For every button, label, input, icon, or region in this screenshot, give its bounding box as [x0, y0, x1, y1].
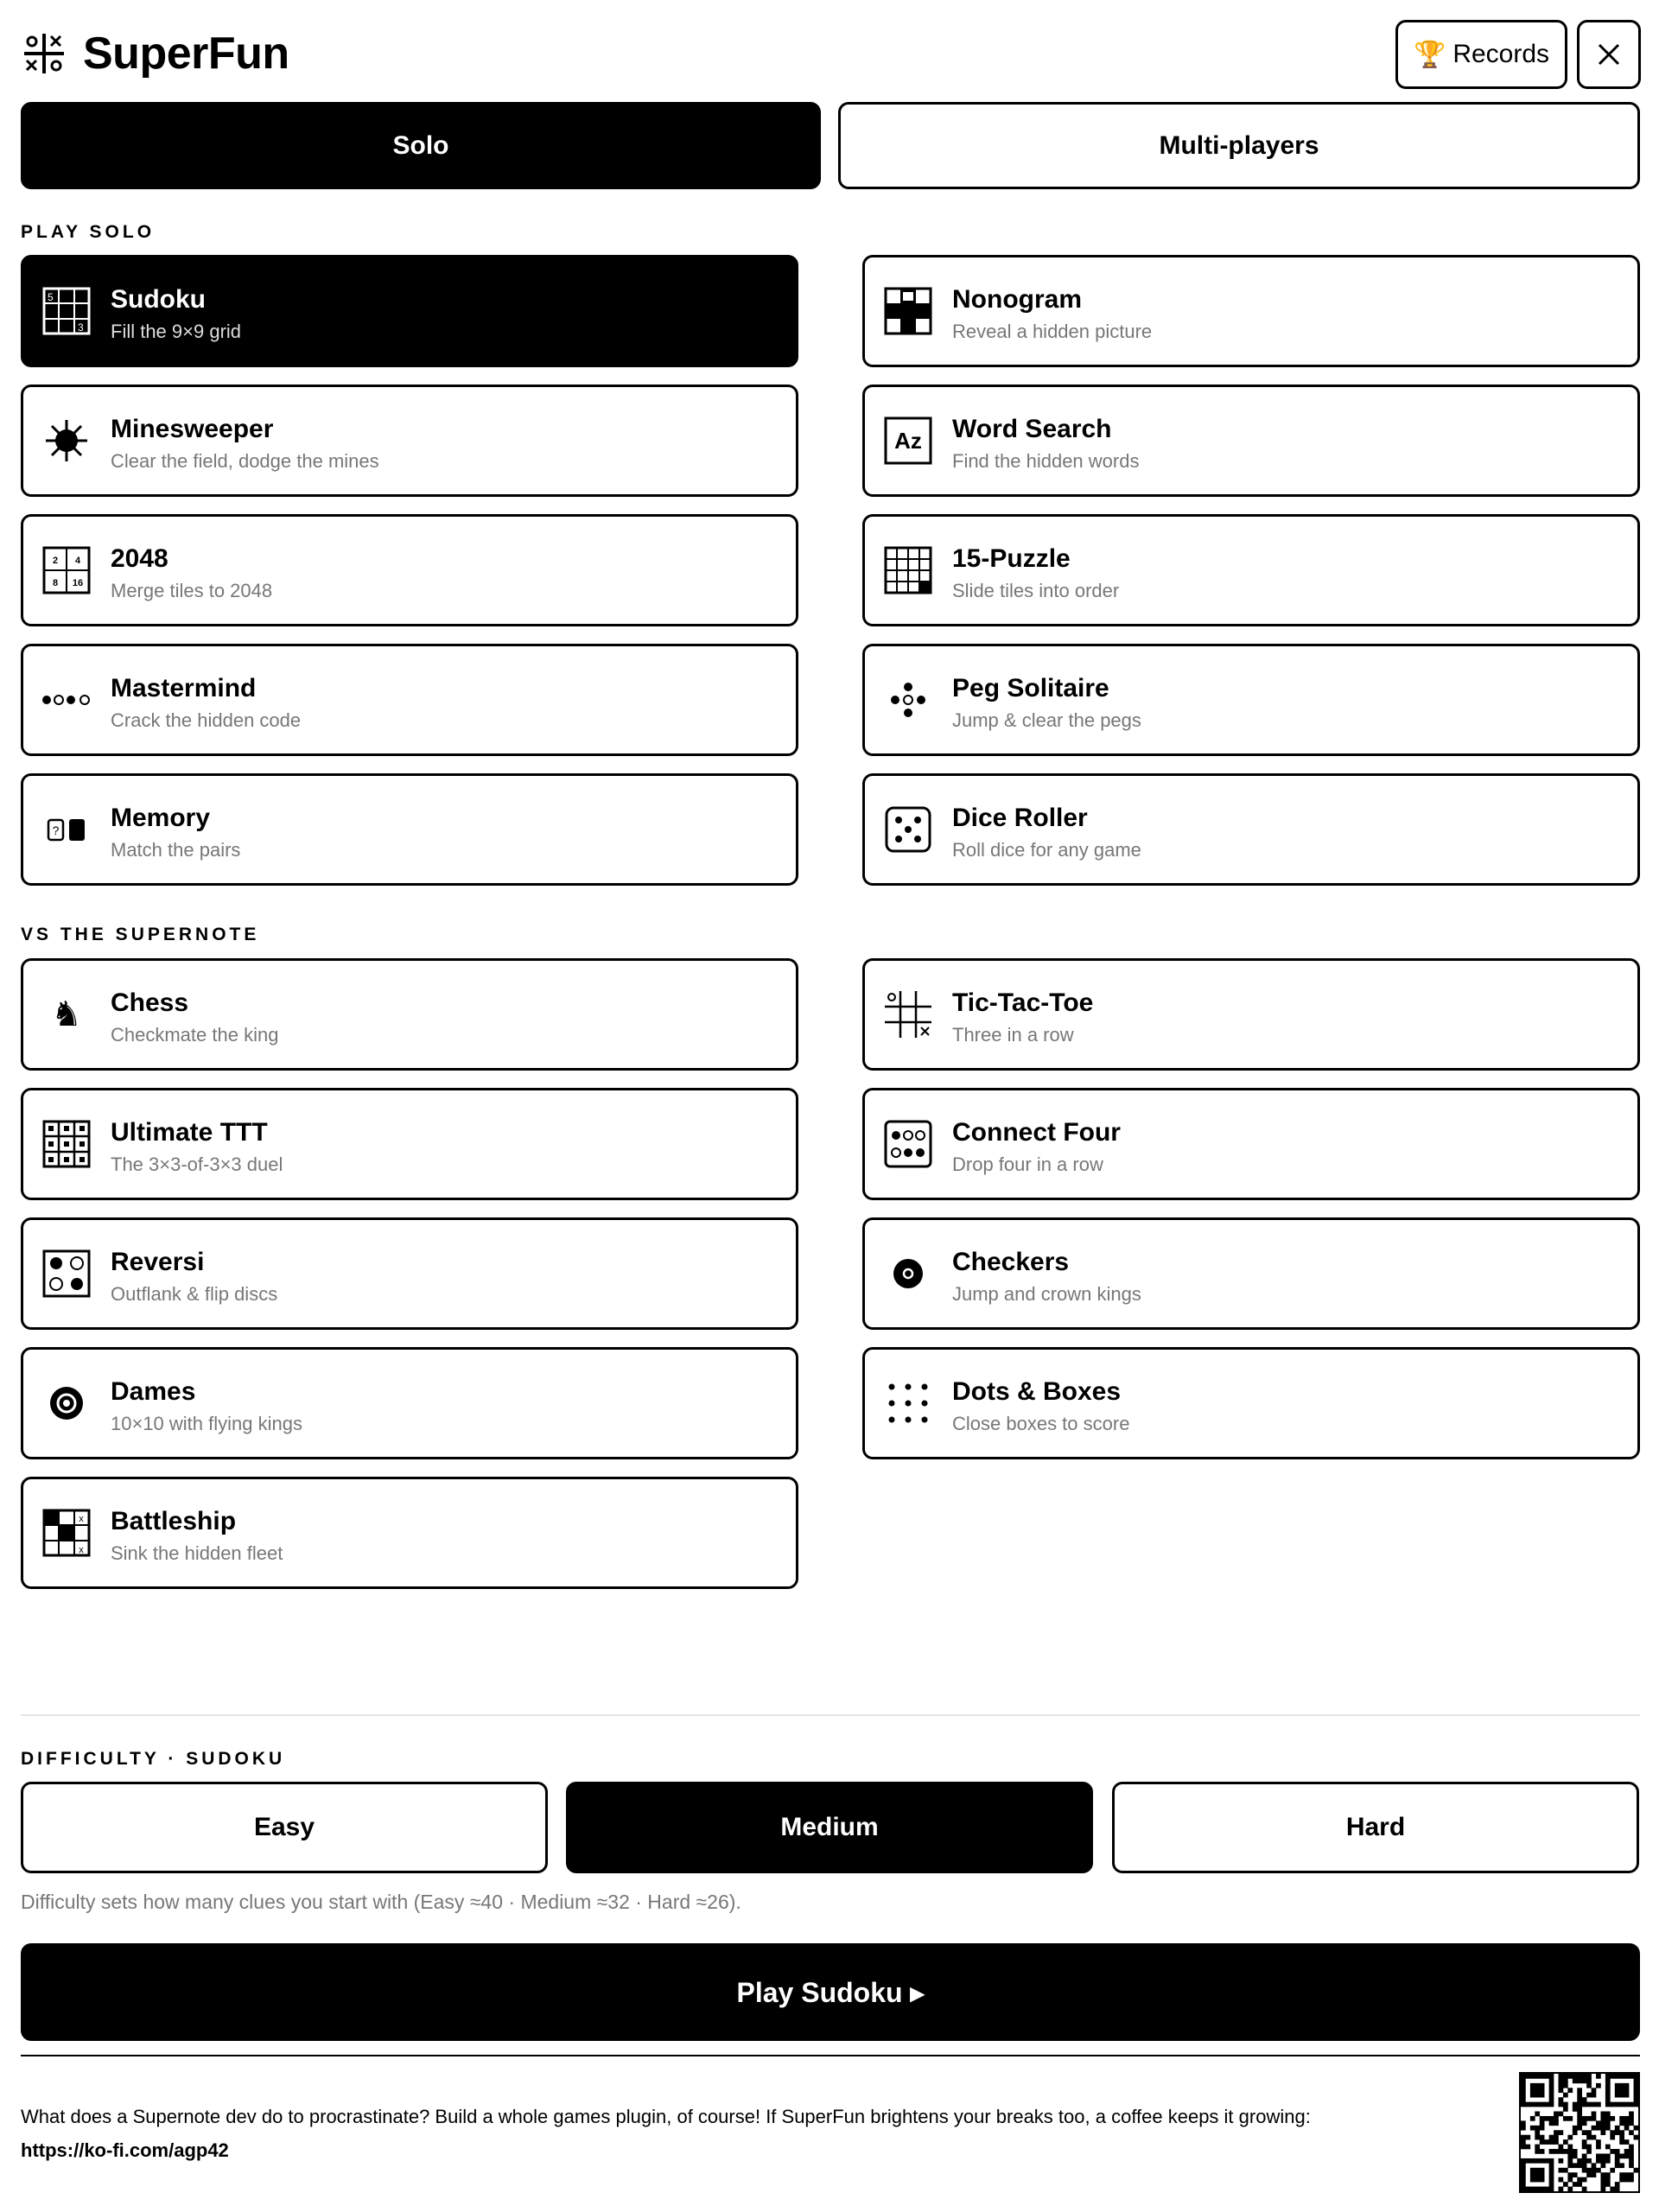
game-name: Minesweeper: [111, 415, 274, 443]
game-desc: Checkmate the king: [111, 1024, 279, 1046]
section-label-vs-supernote: VS THE SUPERNOTE: [21, 925, 260, 944]
game-desc: Match the pairs: [111, 839, 241, 861]
game-desc: Find the hidden words: [952, 450, 1140, 472]
mine-icon: [41, 415, 92, 467]
game-desc: Jump and crown kings: [952, 1283, 1141, 1305]
game-desc: Close boxes to score: [952, 1413, 1130, 1434]
memory-cards-icon: [41, 804, 92, 855]
tab-multi-players[interactable]: Multi-players: [838, 102, 1640, 189]
game-card-minesweeper[interactable]: [21, 385, 798, 497]
ultimate-grid-icon: [41, 1118, 92, 1170]
game-name: Battleship: [111, 1507, 237, 1535]
svg-text:2: 2: [52, 556, 59, 566]
game-name: Peg Solitaire: [952, 674, 1109, 702]
game-card-2048[interactable]: [21, 514, 798, 626]
play-button[interactable]: Play Sudoku ▸: [21, 1943, 1640, 2041]
qr-code-icon: [1519, 2072, 1640, 2193]
code-pegs-icon: [41, 674, 92, 726]
app-logo-icon: [22, 32, 66, 75]
game-desc: Three in a row: [952, 1024, 1074, 1046]
game-desc: Crack the hidden code: [111, 709, 302, 731]
game-name: Connect Four: [952, 1118, 1121, 1147]
word-search-icon: [882, 415, 934, 467]
game-card-ultimate-ttt[interactable]: [21, 1088, 798, 1200]
dames-piece-icon: [41, 1377, 92, 1429]
game-name: Reversi: [111, 1248, 205, 1276]
dots-grid-icon: [882, 1377, 934, 1429]
nonogram-icon: [882, 285, 934, 337]
game-desc: Merge tiles to 2048: [111, 580, 273, 601]
svg-text:4: 4: [74, 556, 81, 566]
app-title: SuperFun: [83, 29, 289, 79]
reversi-discs-icon: [41, 1248, 92, 1300]
game-card-15-puzzle[interactable]: [862, 514, 1640, 626]
game-name: Dice Roller: [952, 804, 1088, 832]
footer-divider: [21, 2055, 1640, 2056]
game-card-checkers[interactable]: [862, 1217, 1640, 1330]
svg-text:Az: Az: [894, 428, 922, 454]
game-card-dames[interactable]: [21, 1347, 798, 1459]
game-card-sudoku[interactable]: [21, 255, 798, 367]
game-name: Mastermind: [111, 674, 257, 702]
game-desc: Roll dice for any game: [952, 839, 1141, 861]
section-divider: [21, 1714, 1640, 1716]
records-button[interactable]: [1395, 20, 1567, 89]
records-label: Records: [1452, 40, 1550, 68]
game-card-connect-four[interactable]: [862, 1088, 1640, 1200]
difficulty-hard-button[interactable]: Hard: [1112, 1782, 1639, 1873]
svg-text:16: 16: [72, 578, 84, 588]
close-button[interactable]: [1577, 20, 1641, 89]
svg-text:?: ?: [52, 823, 60, 837]
difficulty-hint: Difficulty sets how many clues you start with (Easy ≈40 · Medium ≈32 · Hard ≈26).: [21, 1891, 741, 1913]
section-label-difficulty: DIFFICULTY · SUDOKU: [21, 1749, 286, 1769]
svg-text:x: x: [79, 1514, 84, 1524]
game-name: Memory: [111, 804, 211, 832]
game-desc: Outflank & flip discs: [111, 1283, 278, 1305]
dice-icon: [882, 804, 934, 855]
game-card-dots-boxes[interactable]: [862, 1347, 1640, 1459]
game-card-reversi[interactable]: [21, 1217, 798, 1330]
game-desc: Reveal a hidden picture: [952, 321, 1153, 342]
support-message: What does a Supernote dev do to procrastinate? Build a whole games plugin, of course! If SuperFun brightens your breaks too, a coffee keeps it growing:: [21, 2106, 1311, 2127]
game-name: 15-Puzzle: [952, 544, 1071, 573]
tab-solo[interactable]: Solo: [21, 102, 821, 189]
game-name: Dames: [111, 1377, 196, 1406]
game-desc: Jump & clear the pegs: [952, 709, 1141, 731]
tic-tac-toe-icon: [882, 988, 934, 1040]
game-name: Word Search: [952, 415, 1112, 443]
connect-four-icon: [882, 1118, 934, 1170]
svg-text:8: 8: [52, 578, 59, 588]
peg-cross-icon: [882, 674, 934, 726]
game-desc: Drop four in a row: [952, 1154, 1103, 1175]
game-card-battleship[interactable]: [21, 1477, 798, 1589]
game-desc: Clear the field, dodge the mines: [111, 450, 379, 472]
game-name: Dots & Boxes: [952, 1377, 1122, 1406]
game-desc: Slide tiles into order: [952, 580, 1120, 601]
game-card-word-search[interactable]: [862, 385, 1640, 497]
tiles-2048-icon: [41, 544, 92, 596]
game-name: 2048: [111, 544, 168, 573]
game-name: Ultimate TTT: [111, 1118, 268, 1147]
difficulty-easy-button[interactable]: Easy: [21, 1782, 548, 1873]
game-desc: Sink the hidden fleet: [111, 1542, 283, 1564]
battleship-grid-icon: [41, 1507, 92, 1559]
game-name: Tic-Tac-Toe: [952, 988, 1094, 1017]
trophy-icon: 🏆: [1413, 40, 1446, 69]
knight-icon: ♞: [51, 995, 82, 1034]
game-card-nonogram[interactable]: [862, 255, 1640, 367]
game-card-dice-roller[interactable]: [862, 773, 1640, 886]
svg-text:3: 3: [78, 321, 84, 334]
game-card-chess[interactable]: [21, 958, 798, 1071]
difficulty-medium-button[interactable]: Medium: [566, 1782, 1093, 1873]
game-name: Chess: [111, 988, 189, 1017]
close-icon: [1597, 42, 1621, 67]
game-card-memory[interactable]: [21, 773, 798, 886]
game-card-peg-solitaire[interactable]: [862, 644, 1640, 756]
sudoku-grid-icon: [41, 285, 92, 337]
svg-text:5: 5: [48, 291, 54, 303]
sliding-puzzle-icon: [882, 544, 934, 596]
game-desc: Fill the 9×9 grid: [111, 321, 242, 342]
game-desc: The 3×3-of-3×3 duel: [111, 1154, 283, 1175]
game-name: Sudoku: [111, 285, 206, 314]
checker-piece-icon: [882, 1248, 934, 1300]
svg-text:x: x: [79, 1545, 84, 1555]
game-name: Checkers: [952, 1248, 1070, 1276]
game-card-mastermind[interactable]: [21, 644, 798, 756]
game-card-tic-tac-toe[interactable]: [862, 958, 1640, 1071]
game-name: Nonogram: [952, 285, 1082, 314]
kofi-link[interactable]: https://ko-fi.com/agp42: [21, 2139, 229, 2161]
game-desc: 10×10 with flying kings: [111, 1413, 302, 1434]
section-label-play-solo: PLAY SOLO: [21, 222, 156, 242]
